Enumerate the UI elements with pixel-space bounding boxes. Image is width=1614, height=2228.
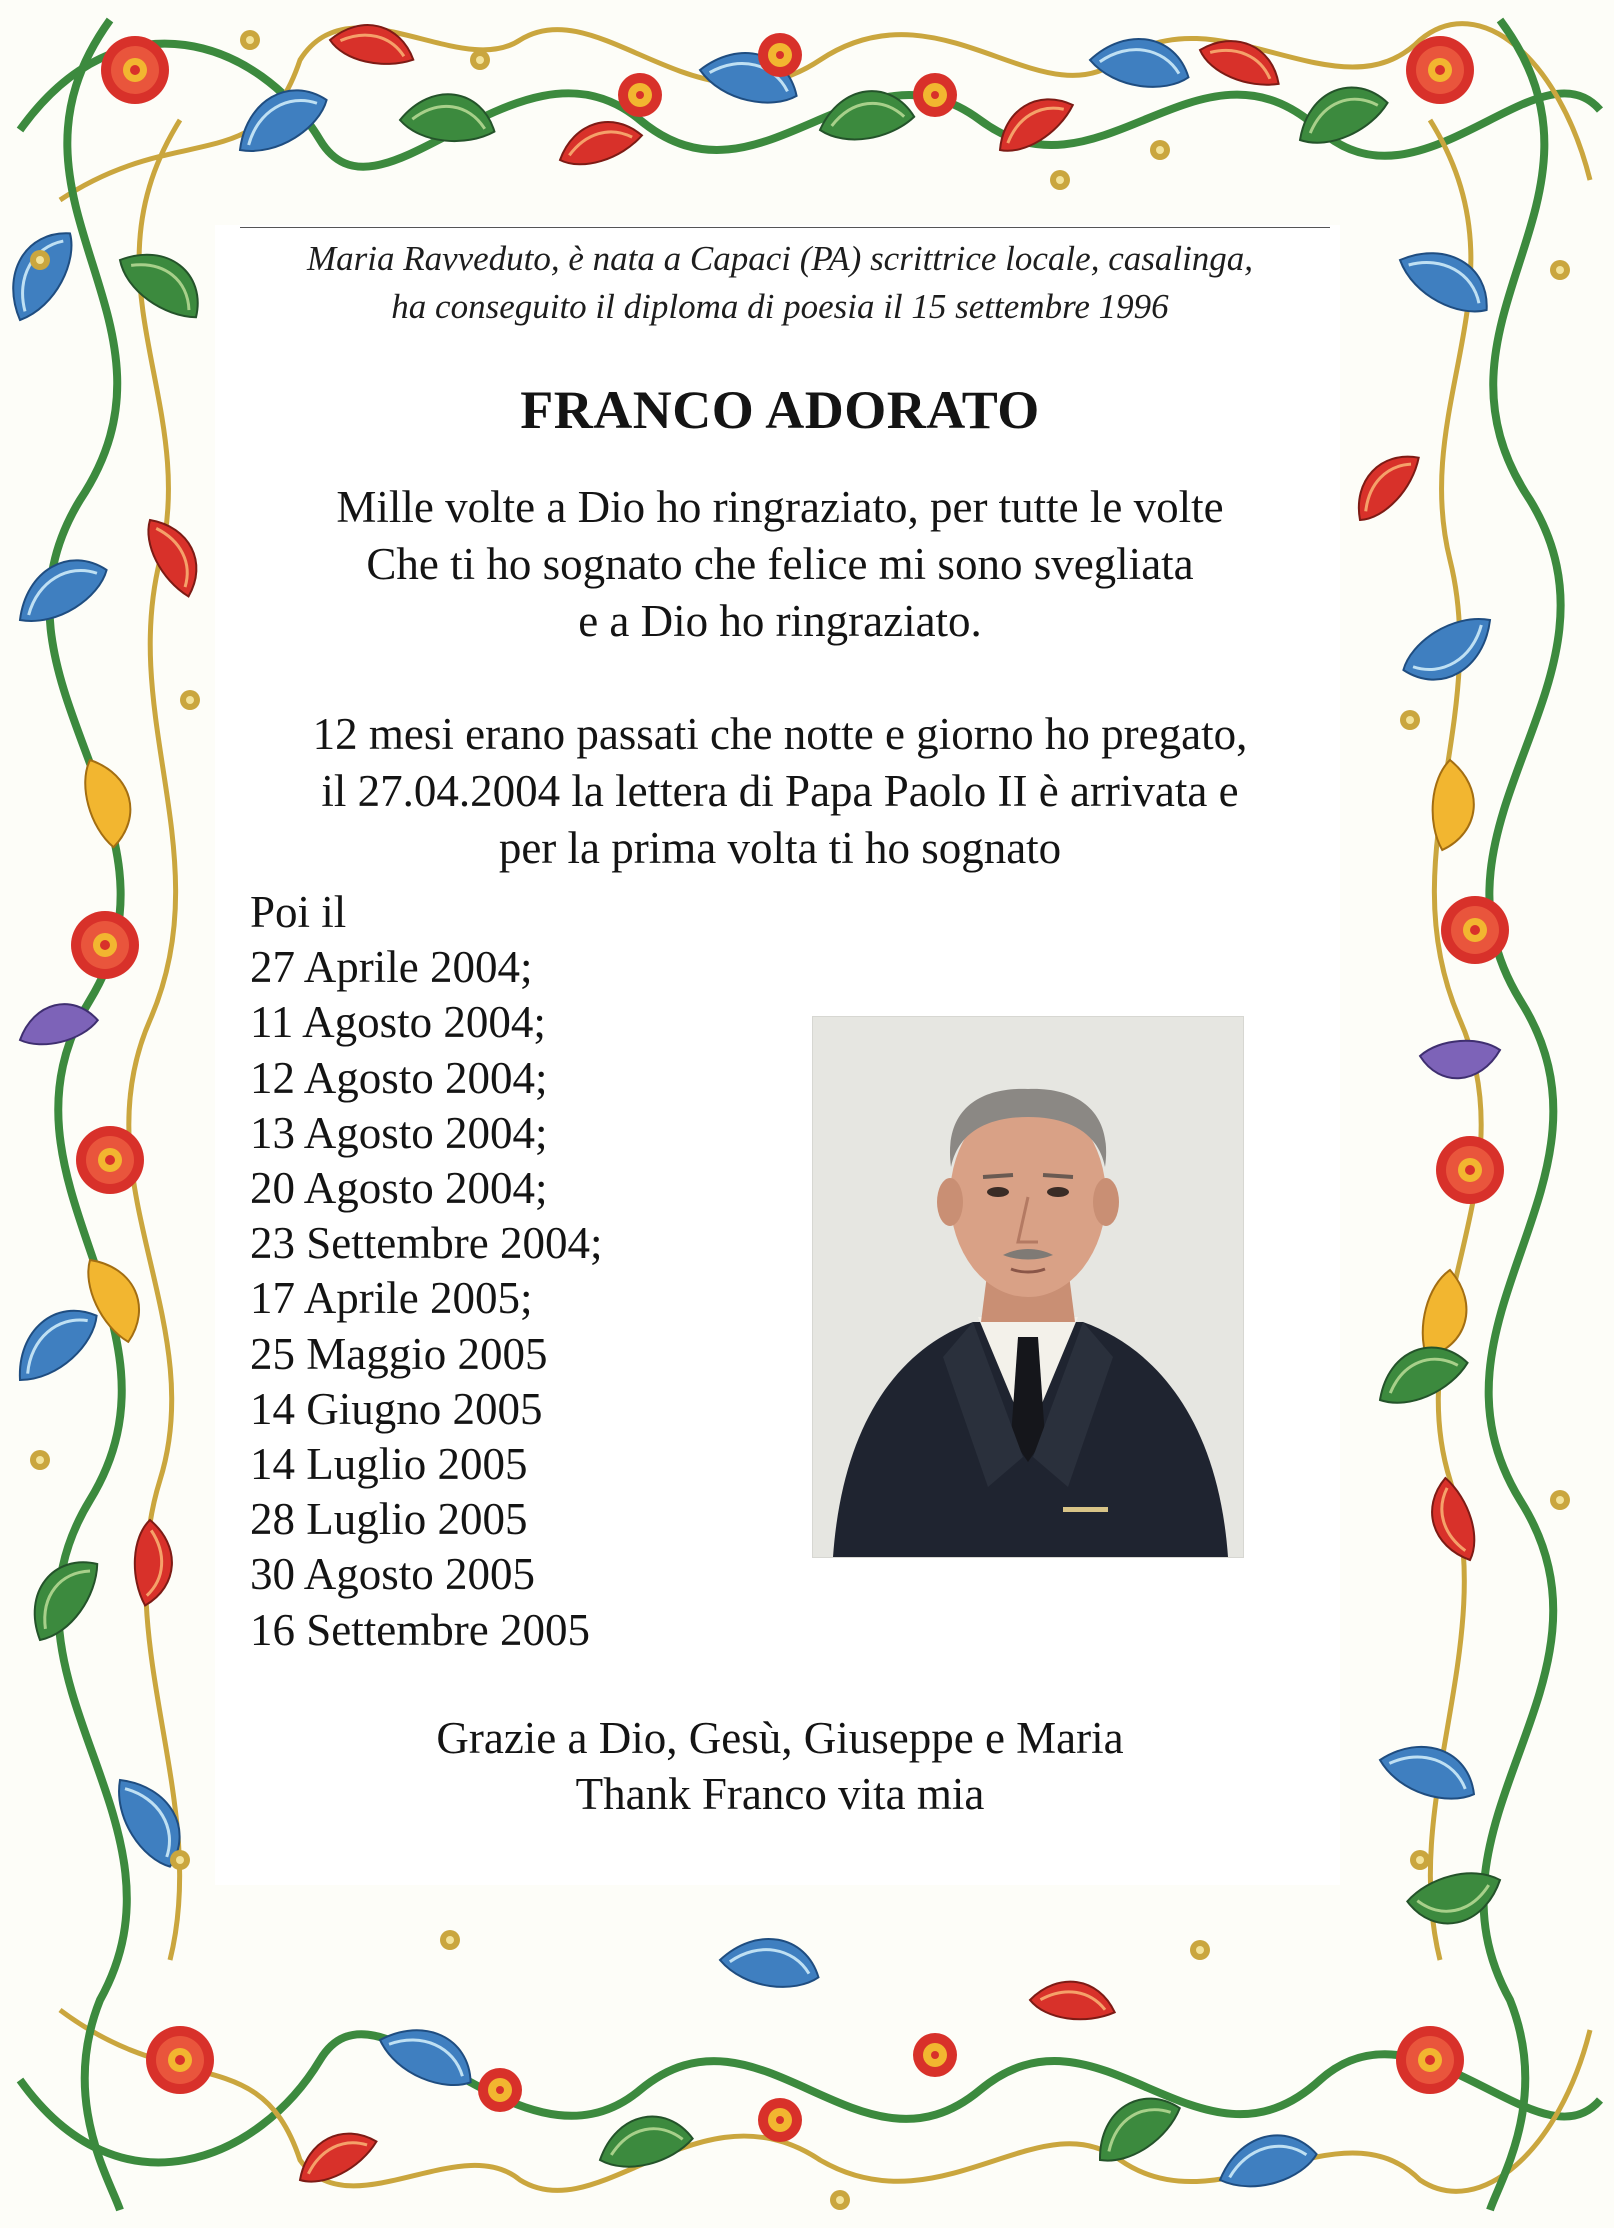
date-item: 28 Luglio 2005 xyxy=(250,1494,528,1545)
date-item: 20 Agosto 2004; xyxy=(250,1163,548,1214)
stanza-2-line: 12 mesi erano passati che notte e giorno ho pregato, xyxy=(312,709,1248,759)
stanza-1-line: Che ti ho sognato che felice mi sono svegliata xyxy=(366,539,1194,589)
author-note-line-1: Maria Ravveduto, è nata a Capaci (PA) scrittrice locale, casalinga, xyxy=(306,239,1254,278)
date-item: 23 Settembre 2004; xyxy=(250,1218,603,1269)
stanza-2-line: il 27.04.2004 la lettera di Papa Paolo II è arrivata e xyxy=(321,766,1239,816)
poem-content xyxy=(230,235,1330,1885)
date-item: 12 Agosto 2004; xyxy=(250,1052,548,1103)
date-item: 27 Aprile 2004; xyxy=(250,942,533,993)
date-item: 11 Agosto 2004; xyxy=(250,997,546,1048)
date-item: 16 Settembre 2005 xyxy=(250,1604,590,1655)
closing-line-1: Grazie a Dio, Gesù, Giuseppe e Maria xyxy=(436,1713,1124,1763)
date-item: 13 Agosto 2004; xyxy=(250,1107,548,1158)
date-item: 25 Maggio 2005 xyxy=(250,1328,548,1379)
date-item: 14 Luglio 2005 xyxy=(250,1439,528,1490)
closing xyxy=(230,1710,1330,1822)
stanza-1 xyxy=(230,479,1330,650)
author-note-line-2: ha conseguito il diploma di poesia il 15 settembre 1996 xyxy=(391,287,1169,326)
stanza-2 xyxy=(230,706,1330,877)
dates-intro: Poi il xyxy=(250,887,347,937)
author-note xyxy=(230,235,1330,331)
closing-line-2: Thank Franco vita mia xyxy=(575,1769,985,1819)
stanza-1-line: Mille volte a Dio ho ringraziato, per tutte le volte xyxy=(336,482,1224,532)
date-item: 14 Giugno 2005 xyxy=(250,1383,543,1434)
date-item: 30 Agosto 2005 xyxy=(250,1549,536,1600)
portrait-drawing xyxy=(813,1017,1243,1557)
poem-title: FRANCO ADORATO xyxy=(520,380,1040,440)
stanza-1-line: e a Dio ho ringraziato. xyxy=(578,596,982,646)
portrait-photo xyxy=(813,1017,1243,1557)
stanza-2-line: per la prima volta ti ho sognato xyxy=(498,823,1062,873)
header-rule xyxy=(240,227,1330,228)
dates-list xyxy=(250,885,602,1658)
date-item: 17 Aprile 2005; xyxy=(250,1273,533,1324)
